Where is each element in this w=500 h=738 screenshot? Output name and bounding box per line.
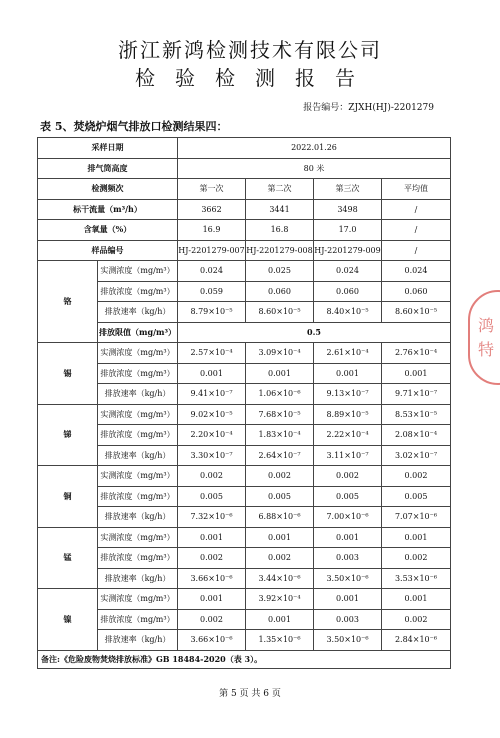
sample-3: HJ-2201279-009 <box>314 240 382 261</box>
rate-value: 3.66×10⁻⁶ <box>178 630 246 651</box>
oxygen-3: 17.0 <box>314 220 382 241</box>
emission-label: 排放浓度（mg/m³） <box>98 609 178 630</box>
measured-value: 2.61×10⁻⁴ <box>314 343 382 364</box>
rate-value: 2.84×10⁻⁶ <box>382 630 451 651</box>
table-note: 备注:《危险废物焚烧排放标准》GB 18484-2020（表 3）。 <box>38 650 451 668</box>
rate-value: 7.00×10⁻⁶ <box>314 507 382 528</box>
rate-label: 排放速率（kg/h） <box>98 630 178 651</box>
emission-value: 0.001 <box>314 363 382 384</box>
results-table <box>37 137 451 669</box>
measured-value: 9.02×10⁻⁵ <box>178 404 246 425</box>
flow-3: 3498 <box>314 199 382 220</box>
sample-label: 样品编号 <box>38 240 178 261</box>
freq-avg: 平均值 <box>382 179 451 200</box>
table-row <box>38 548 451 569</box>
measured-value: 0.001 <box>178 589 246 610</box>
measured-value: 3.09×10⁻⁴ <box>246 343 314 364</box>
frequency-label: 检测频次 <box>38 179 178 200</box>
oxygen-2: 16.8 <box>246 220 314 241</box>
measured-value: 0.024 <box>314 261 382 282</box>
company-name: 浙江新鸿检测技术有限公司 <box>118 38 382 62</box>
rate-value: 7.32×10⁻⁶ <box>178 507 246 528</box>
measured-value: 7.68×10⁻⁵ <box>246 404 314 425</box>
rate-value: 8.79×10⁻⁵ <box>178 302 246 323</box>
table-row <box>38 261 451 282</box>
measured-value: 0.001 <box>246 527 314 548</box>
rate-value: 6.88×10⁻⁶ <box>246 507 314 528</box>
sampling-date-label: 采样日期 <box>38 138 178 159</box>
emission-value: 0.005 <box>382 486 451 507</box>
measured-value: 0.024 <box>178 261 246 282</box>
stack-height: 80 米 <box>178 158 451 179</box>
pollutant-name: 锰 <box>38 527 98 589</box>
emission-value: 0.060 <box>246 281 314 302</box>
report-number: 报告编号：ZJXH(HJ)-2201279 <box>303 103 434 113</box>
table-row <box>38 445 451 466</box>
pollutant-name: 铬 <box>38 261 98 343</box>
emission-value: 2.20×10⁻⁴ <box>178 425 246 446</box>
freq-2: 第二次 <box>246 179 314 200</box>
emission-label: 排放浓度（mg/m³） <box>98 486 178 507</box>
measured-value: 0.002 <box>178 466 246 487</box>
measured-value: 2.57×10⁻⁴ <box>178 343 246 364</box>
emission-value: 0.002 <box>382 609 451 630</box>
page-number: 第 5 页 共 6 页 <box>219 689 281 699</box>
emission-label: 排放浓度（mg/m³） <box>98 281 178 302</box>
measured-value: 0.001 <box>382 527 451 548</box>
measured-value: 0.002 <box>382 466 451 487</box>
limit-value: 0.5 <box>178 322 451 343</box>
rate-value: 3.44×10⁻⁶ <box>246 568 314 589</box>
measured-value: 0.002 <box>246 466 314 487</box>
rate-value: 9.41×10⁻⁷ <box>178 384 246 405</box>
pollutant-name: 铜 <box>38 466 98 528</box>
emission-value: 0.060 <box>314 281 382 302</box>
rate-value: 7.07×10⁻⁶ <box>382 507 451 528</box>
measured-value: 0.024 <box>382 261 451 282</box>
measured-label: 实测浓度（mg/m³） <box>98 343 178 364</box>
table-row <box>38 466 451 487</box>
sample-1: HJ-2201279-007 <box>178 240 246 261</box>
freq-3: 第三次 <box>314 179 382 200</box>
emission-label: 排放浓度（mg/m³） <box>98 425 178 446</box>
flow-2: 3441 <box>246 199 314 220</box>
table-row <box>38 384 451 405</box>
pollutant-name: 锡 <box>38 343 98 405</box>
rate-label: 排放速率（kg/h） <box>98 384 178 405</box>
emission-value: 0.001 <box>246 363 314 384</box>
table-row <box>38 425 451 446</box>
freq-1: 第一次 <box>178 179 246 200</box>
table-row <box>38 568 451 589</box>
rate-value: 2.64×10⁻⁷ <box>246 445 314 466</box>
official-seal-stamp: 鸿 特 <box>468 290 500 385</box>
table-row <box>38 507 451 528</box>
rate-label: 排放速率（kg/h） <box>98 507 178 528</box>
table-row <box>38 609 451 630</box>
table-row <box>38 302 451 323</box>
emission-value: 0.005 <box>246 486 314 507</box>
rate-value: 3.30×10⁻⁷ <box>178 445 246 466</box>
rate-label: 排放速率（kg/h） <box>98 302 178 323</box>
measured-value: 2.76×10⁻⁴ <box>382 343 451 364</box>
report-title: 检验检测报告 <box>135 66 375 90</box>
emission-value: 0.059 <box>178 281 246 302</box>
note-section <box>38 650 451 668</box>
emission-label: 排放浓度（mg/m³） <box>98 363 178 384</box>
measured-value: 8.53×10⁻⁵ <box>382 404 451 425</box>
table-row <box>38 527 451 548</box>
flow-1: 3662 <box>178 199 246 220</box>
limit-label: 排放限值（mg/m³） <box>98 322 178 343</box>
rate-value: 3.53×10⁻⁶ <box>382 568 451 589</box>
measured-value: 0.001 <box>178 527 246 548</box>
measured-label: 实测浓度（mg/m³） <box>98 261 178 282</box>
flow-label: 标干流量（m³/h） <box>38 199 178 220</box>
rate-value: 8.60×10⁻⁵ <box>382 302 451 323</box>
measured-value: 0.001 <box>314 527 382 548</box>
table-row <box>38 404 451 425</box>
emission-label: 排放浓度（mg/m³） <box>98 548 178 569</box>
measured-value: 3.92×10⁻⁴ <box>246 589 314 610</box>
measured-value: 8.89×10⁻⁵ <box>314 404 382 425</box>
measured-value: 0.002 <box>314 466 382 487</box>
measured-value: 0.025 <box>246 261 314 282</box>
measured-label: 实测浓度（mg/m³） <box>98 404 178 425</box>
emission-value: 0.001 <box>246 609 314 630</box>
emission-value: 2.08×10⁻⁴ <box>382 425 451 446</box>
table-row <box>38 322 451 343</box>
sample-avg: / <box>382 240 451 261</box>
rate-value: 8.40×10⁻⁵ <box>314 302 382 323</box>
rate-value: 3.66×10⁻⁶ <box>178 568 246 589</box>
table-row <box>38 343 451 364</box>
rate-label: 排放速率（kg/h） <box>98 568 178 589</box>
table-row <box>38 630 451 651</box>
rate-value: 9.13×10⁻⁷ <box>314 384 382 405</box>
emission-value: 0.003 <box>314 548 382 569</box>
emission-value: 0.060 <box>382 281 451 302</box>
oxygen-1: 16.9 <box>178 220 246 241</box>
emission-value: 0.005 <box>178 486 246 507</box>
rate-value: 1.06×10⁻⁶ <box>246 384 314 405</box>
table-row <box>38 281 451 302</box>
pollutant-name: 镍 <box>38 589 98 651</box>
rate-value: 3.02×10⁻⁷ <box>382 445 451 466</box>
rate-value: 3.11×10⁻⁷ <box>314 445 382 466</box>
table-row <box>38 589 451 610</box>
flow-avg: / <box>382 199 451 220</box>
rate-value: 3.50×10⁻⁶ <box>314 630 382 651</box>
rate-label: 排放速率（kg/h） <box>98 445 178 466</box>
pollutant-section <box>38 261 451 651</box>
rate-value: 3.50×10⁻⁶ <box>314 568 382 589</box>
emission-value: 0.001 <box>382 363 451 384</box>
emission-value: 0.002 <box>178 548 246 569</box>
sampling-date: 2022.01.26 <box>178 138 451 159</box>
sample-2: HJ-2201279-008 <box>246 240 314 261</box>
table-row <box>38 486 451 507</box>
emission-value: 2.22×10⁻⁴ <box>314 425 382 446</box>
measured-value: 0.001 <box>382 589 451 610</box>
emission-value: 0.002 <box>382 548 451 569</box>
emission-value: 1.83×10⁻⁴ <box>246 425 314 446</box>
measured-label: 实测浓度（mg/m³） <box>98 589 178 610</box>
emission-value: 0.003 <box>314 609 382 630</box>
pollutant-name: 锑 <box>38 404 98 466</box>
measured-label: 实测浓度（mg/m³） <box>98 466 178 487</box>
rate-value: 8.60×10⁻⁵ <box>246 302 314 323</box>
measured-value: 0.001 <box>314 589 382 610</box>
rate-value: 1.35×10⁻⁶ <box>246 630 314 651</box>
emission-value: 0.001 <box>178 363 246 384</box>
oxygen-avg: / <box>382 220 451 241</box>
oxygen-label: 含氧量（%） <box>38 220 178 241</box>
table-title: 表 5、焚烧炉烟气排放口检测结果四： <box>40 120 228 133</box>
info-section <box>38 138 451 261</box>
emission-value: 0.005 <box>314 486 382 507</box>
stack-height-label: 排气筒高度 <box>38 158 178 179</box>
emission-value: 0.002 <box>246 548 314 569</box>
emission-value: 0.002 <box>178 609 246 630</box>
measured-label: 实测浓度（mg/m³） <box>98 527 178 548</box>
rate-value: 9.71×10⁻⁷ <box>382 384 451 405</box>
table-row <box>38 363 451 384</box>
